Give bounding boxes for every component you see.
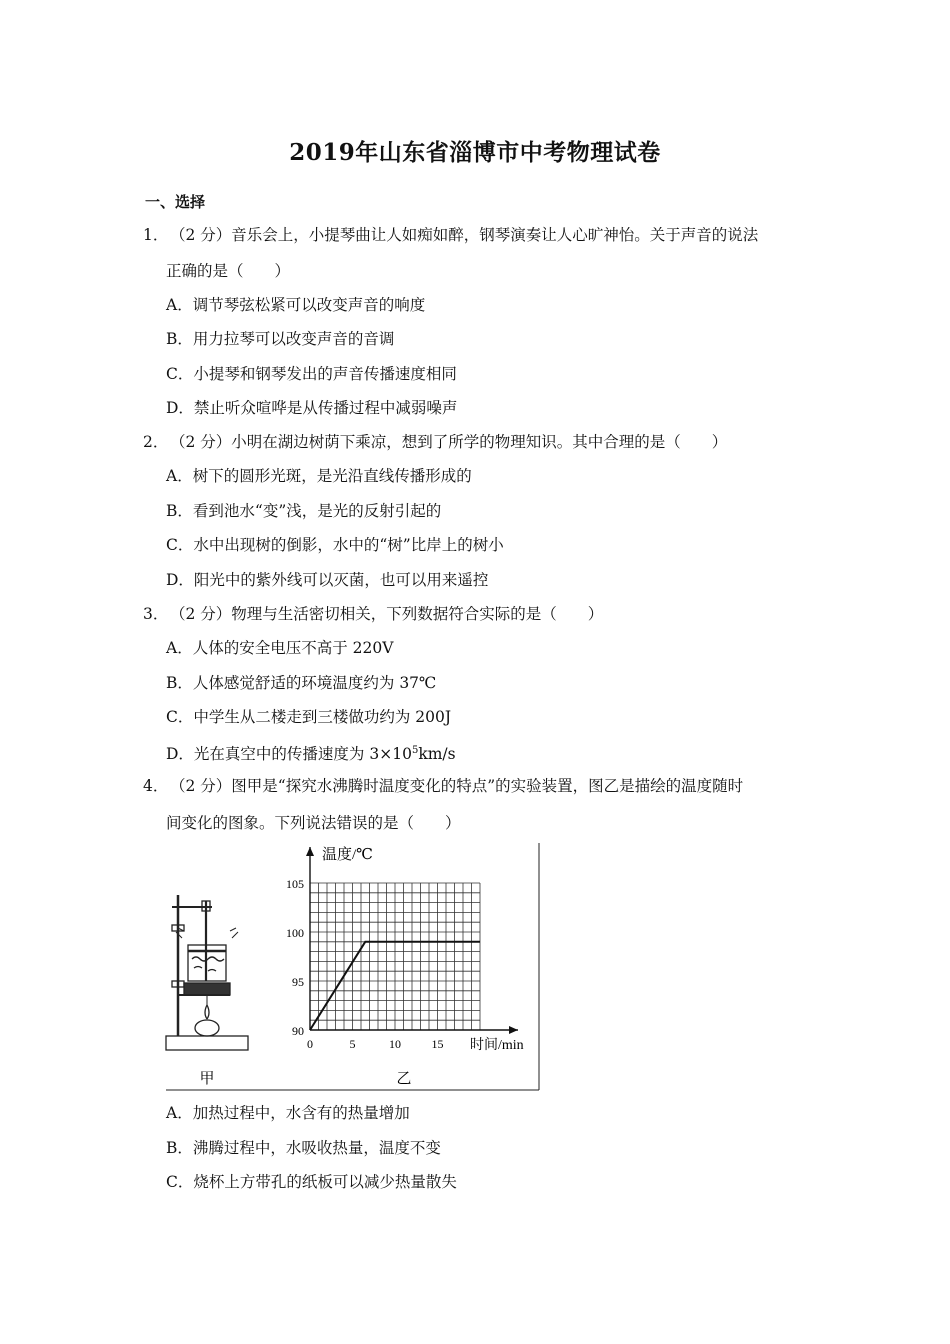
wire-gauze xyxy=(184,983,230,995)
y-tick-label: 105 xyxy=(286,877,304,891)
figure-label-right: 乙 xyxy=(396,1071,412,1087)
option-d: D．禁止听众喧哗是从传播过程中减弱噪声 xyxy=(166,399,458,417)
option-a: A．树下的圆形光斑，是光沿直线传播形成的 xyxy=(166,467,472,485)
alcohol-lamp xyxy=(195,1020,219,1036)
x-tick-label: 0 xyxy=(307,1037,313,1051)
question-number: 4． xyxy=(143,777,169,795)
lamp-flame xyxy=(205,1005,209,1019)
y-tick-label: 100 xyxy=(286,926,304,940)
page-title: 2019年山东省淄博市中考物理试卷 xyxy=(289,139,661,166)
option-a: A．调节琴弦松紧可以改变声音的响度 xyxy=(166,296,426,314)
option-a: A．人体的安全电压不高于 220V xyxy=(166,639,394,657)
option-b: B．看到池水“变”浅，是光的反射引起的 xyxy=(166,502,442,520)
apparatus-illustration xyxy=(166,895,248,1050)
option-d xyxy=(166,741,456,764)
question-number: 2． xyxy=(143,433,169,451)
question-stem-continued: 正确的是（ ） xyxy=(166,262,291,280)
question-number: 1． xyxy=(143,226,169,244)
option-d-exponent: 5 xyxy=(411,745,419,756)
water-surface xyxy=(192,957,224,961)
option-c: C．小提琴和钢琴发出的声音传播速度相同 xyxy=(166,365,457,383)
temperature-time-graph xyxy=(286,845,524,1053)
option-c: C．烧杯上方带孔的纸板可以减少热量散失 xyxy=(166,1173,457,1191)
option-b: B．人体感觉舒适的环境温度约为 37℃ xyxy=(166,674,437,692)
figure-boiling-experiment xyxy=(162,843,542,1091)
option-b: B．用力拉琴可以改变声音的音调 xyxy=(166,330,395,348)
x-tick-label: 15 xyxy=(431,1037,444,1051)
apparatus-base xyxy=(166,1036,248,1050)
option-d-suffix: km/s xyxy=(418,745,456,764)
question-stem: （2 分）物理与生活密切相关，下列数据符合实际的是（ ） xyxy=(170,605,604,623)
y-tick-label: 90 xyxy=(292,1024,304,1038)
y-axis-arrow xyxy=(306,847,314,856)
option-a: A．加热过程中，水含有的热量增加 xyxy=(166,1104,410,1122)
question-stem-continued: 间变化的图象。下列说法错误的是（ ） xyxy=(166,814,461,832)
y-tick-label: 95 xyxy=(292,975,304,989)
question-stem: （2 分）图甲是“探究水沸腾时温度变化的特点”的实验装置，图乙是描绘的温度随时 xyxy=(170,777,744,795)
option-d: D．阳光中的紫外线可以灭菌，也可以用来遥控 xyxy=(166,571,489,589)
x-axis-arrow xyxy=(509,1026,518,1034)
option-d-prefix: D．光在真空中的传播速度为 3×10 xyxy=(166,745,412,764)
y-axis-label: 温度/℃ xyxy=(322,847,373,863)
option-c: C．中学生从二楼走到三楼做功约为 200J xyxy=(166,708,452,726)
x-tick-label: 10 xyxy=(389,1037,401,1051)
question-stem: （2 分）音乐会上，小提琴曲让人如痴如醉，钢琴演奏让人心旷神怡。关于声音的说法 xyxy=(170,226,759,244)
question-stem: （2 分）小明在湖边树荫下乘凉，想到了所学的物理知识。其中合理的是（ ） xyxy=(170,433,728,451)
figure-label-left: 甲 xyxy=(199,1071,215,1087)
x-axis-label: 时间/min xyxy=(470,1038,524,1053)
figure-svg xyxy=(162,843,542,1091)
section-heading: 一、选择 xyxy=(145,193,206,211)
option-c: C．水中出现树的倒影，水中的“树”比岸上的树小 xyxy=(166,536,504,554)
question-number: 3． xyxy=(143,605,169,623)
option-b: B．沸腾过程中，水吸收热量，温度不变 xyxy=(166,1139,441,1157)
x-tick-label: 5 xyxy=(349,1037,356,1051)
